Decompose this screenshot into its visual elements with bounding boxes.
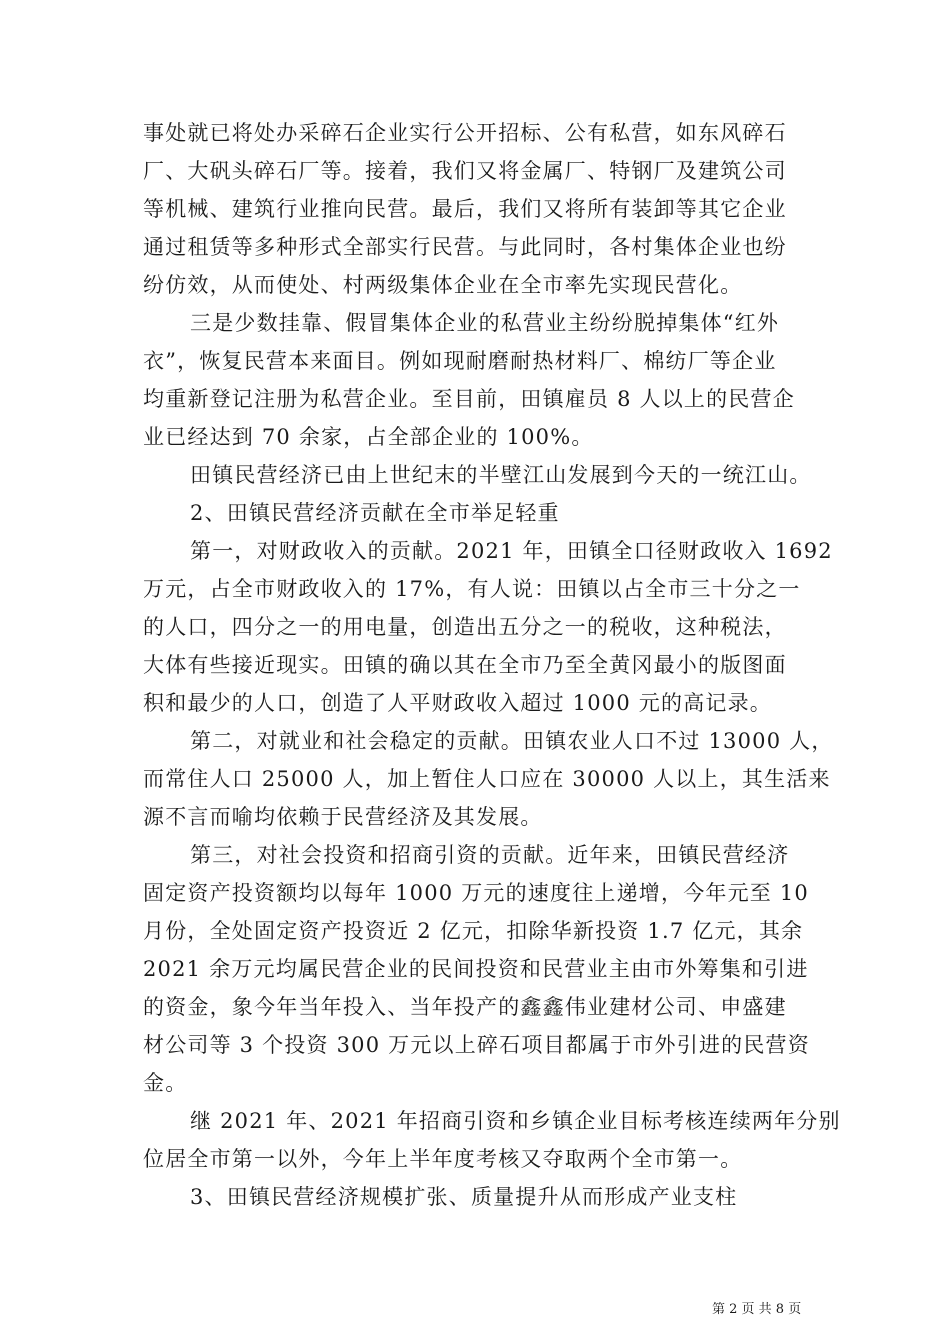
paragraph-start-line: 第三，对社会投资和招商引资的贡献。近年来，田镇民营经济 bbox=[190, 843, 790, 867]
body-line: 均重新登记注册为私营企业。至目前，田镇雇员 8 人以上的民营企 bbox=[143, 387, 795, 411]
section-heading: 2、田镇民营经济贡献在全市举足轻重 bbox=[190, 501, 560, 525]
section-heading: 3、田镇民营经济规模扩张、质量提升从而形成产业支柱 bbox=[190, 1185, 738, 1209]
paragraph-start-line: 三是少数挂靠、假冒集体企业的私营业主纷纷脱掉集体“红外 bbox=[190, 311, 780, 335]
body-line: 源不言而喻均依赖于民营经济及其发展。 bbox=[143, 805, 543, 829]
body-line: 固定资产投资额均以每年 1000 万元的速度往上递增，今年元至 10 bbox=[143, 881, 809, 905]
body-line: 的资金，象今年当年投入、当年投产的鑫鑫伟业建材公司、申盛建 bbox=[143, 995, 787, 1019]
body-line: 业已经达到 70 余家，占全部企业的 100%。 bbox=[143, 425, 594, 449]
body-line: 位居全市第一以外，今年上半年度考核又夺取两个全市第一。 bbox=[143, 1147, 743, 1171]
page-number: 第 2 页 共 8 页 bbox=[712, 1302, 802, 1317]
body-line: 金。 bbox=[143, 1071, 188, 1095]
paragraph-start-line: 第二，对就业和社会稳定的贡献。田镇农业人口不过 13000 人， bbox=[190, 729, 834, 753]
body-line: 厂、大矾头碎石厂等。接着，我们又将金属厂、特钢厂及建筑公司 bbox=[143, 159, 787, 183]
body-line: 万元，占全市财政收入的 17%，有人说：田镇以占全市三十分之一 bbox=[143, 577, 801, 601]
body-line: 纷仿效，从而使处、村两级集体企业在全市率先实现民营化。 bbox=[143, 273, 743, 297]
body-line: 积和最少的人口，创造了人平财政收入超过 1000 元的高记录。 bbox=[143, 691, 772, 715]
body-line: 材公司等 3 个投资 300 万元以上碎石项目都属于市外引进的民营资 bbox=[143, 1033, 810, 1057]
body-line: 的人口，四分之一的用电量，创造出五分之一的税收，这种税法， bbox=[143, 615, 787, 639]
paragraph-start-line: 田镇民营经济已由上世纪末的半壁江山发展到今天的一统江山。 bbox=[190, 463, 812, 487]
body-line: 事处就已将处办采碎石企业实行公开招标、公有私营，如东风碎石 bbox=[143, 121, 787, 145]
body-line: 通过租赁等多种形式全部实行民营。与此同时，各村集体企业也纷 bbox=[143, 235, 787, 259]
body-line: 大体有些接近现实。田镇的确以其在全市乃至全黄冈最小的版图面 bbox=[143, 653, 787, 677]
paragraph-start-line: 第一，对财政收入的贡献。2021 年，田镇全口径财政收入 1692 bbox=[190, 539, 833, 563]
body-line: 月份，全处固定资产投资近 2 亿元，扣除华新投资 1.7 亿元，其余 bbox=[143, 919, 804, 943]
body-line: 等机械、建筑行业推向民营。最后，我们又将所有装卸等其它企业 bbox=[143, 197, 787, 221]
body-line: 衣”，恢复民营本来面目。例如现耐磨耐热材料厂、棉纺厂等企业 bbox=[143, 349, 777, 373]
paragraph-start-line: 继 2021 年、2021 年招商引资和乡镇企业目标考核连续两年分别 bbox=[190, 1109, 841, 1133]
body-line: 而常住人口 25000 人，加上暂住人口应在 30000 人以上，其生活来 bbox=[143, 767, 831, 791]
body-line: 2021 余万元均属民营企业的民间投资和民营业主由市外筹集和引进 bbox=[143, 957, 809, 981]
